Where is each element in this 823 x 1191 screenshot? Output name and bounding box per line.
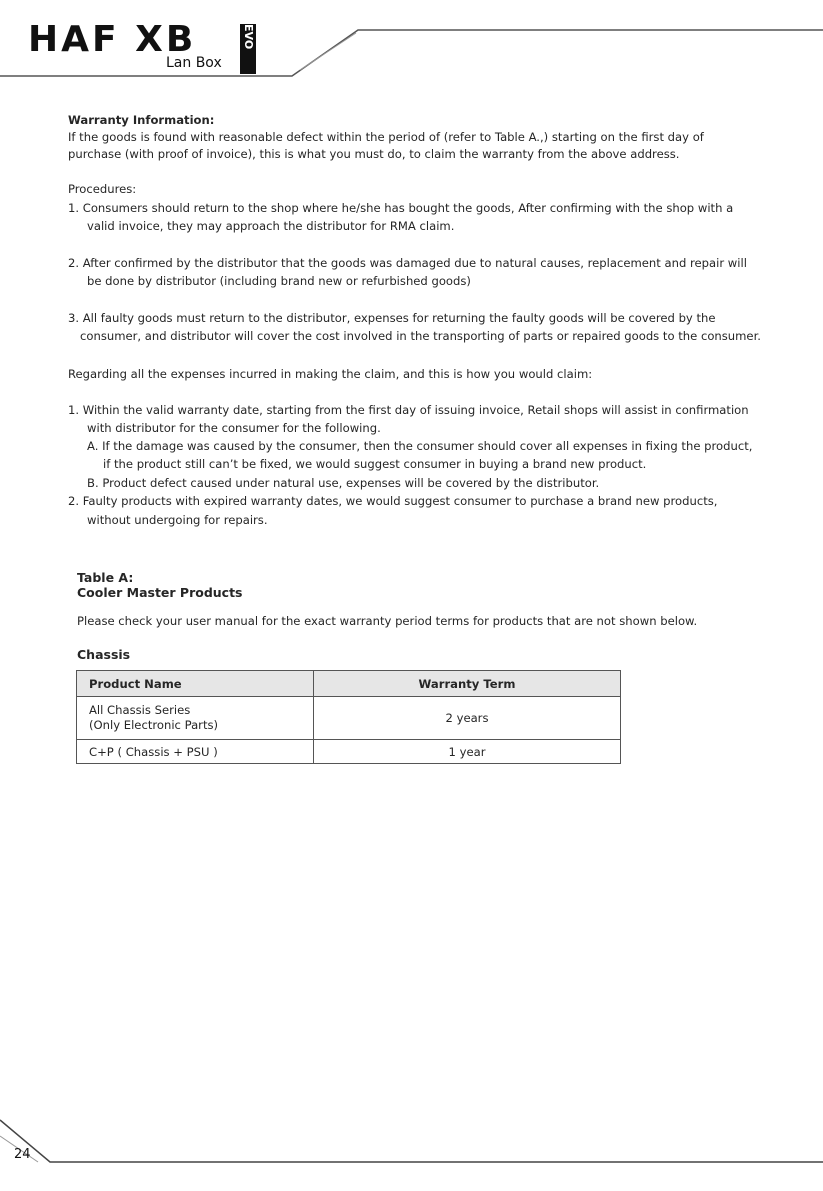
procedure-item-cont: consumer, and distributor will cover the cost involved in the transporting of parts or repaired goods to the consumer. [80, 329, 761, 343]
procedure-item-cont: be done by distributor (including brand new or refurbished goods) [87, 274, 471, 288]
procedure-item: 1. Consumers should return to the shop where he/she has bought the goods, After confirming with the shop with a [68, 201, 734, 215]
category-heading: Chassis [77, 647, 131, 662]
table-row [77, 697, 621, 740]
logo-badge: EVO [240, 24, 256, 74]
table-subtitle: Cooler Master Products [77, 585, 243, 600]
warranty-heading: Warranty Information: [68, 113, 215, 127]
table-cell: 1 year [314, 740, 621, 764]
claim-line: without undergoing for repairs. [87, 513, 268, 527]
procedure-item-cont: valid invoice, they may approach the distributor for RMA claim. [87, 219, 455, 233]
procedures-label: Procedures: [68, 182, 137, 196]
page-number: 24 [14, 1147, 31, 1162]
product-logo: HAF XB [28, 19, 197, 60]
procedure-item: 2. After confirmed by the distributor that the goods was damaged due to natural causes, replacement and repair will [68, 256, 747, 270]
table-note: Please check your user manual for the exact warranty period terms for products that are not shown below. [77, 614, 698, 628]
table-row [77, 740, 621, 764]
product-subtitle: Lan Box [166, 55, 222, 71]
expenses-intro: Regarding all the expenses incurred in making the claim, and this is how you would claim: [68, 367, 593, 381]
claim-line: 1. Within the valid warranty date, starting from the first day of issuing invoice, Retail shops will assist in confirmation [68, 403, 749, 417]
claim-line: A. If the damage was caused by the consumer, then the consumer should cover all expenses in fixing the product, [87, 439, 753, 453]
claim-line: with distributor for the consumer for the following. [87, 421, 381, 435]
warranty-intro-line: If the goods is found with reasonable defect within the period of (refer to Table A.,) starting on the first day of [68, 130, 704, 144]
warranty-table [76, 670, 621, 764]
claim-line: B. Product defect caused under natural use, expenses will be covered by the distributor. [87, 476, 600, 490]
table-title: Table A: [77, 570, 134, 585]
footer-frame [0, 1110, 823, 1191]
table-header-row [77, 671, 621, 697]
column-header: Product Name [77, 671, 314, 697]
column-header: Warranty Term [314, 671, 621, 697]
warranty-intro-line: purchase (with proof of invoice), this is what you must do, to claim the warranty from the above address. [68, 147, 680, 161]
claim-line: if the product still can’t be fixed, we would suggest consumer in buying a brand new product. [103, 457, 647, 471]
table-cell: 2 years [314, 697, 621, 740]
procedure-item: 3. All faulty goods must return to the distributor, expenses for returning the faulty goods will be covered by the [68, 311, 716, 325]
table-cell: C+P ( Chassis + PSU ) [77, 740, 314, 764]
table-cell: All Chassis Series (Only Electronic Parts) [77, 697, 314, 740]
claim-line: 2. Faulty products with expired warranty dates, we would suggest consumer to purchase a brand new products, [68, 494, 718, 508]
